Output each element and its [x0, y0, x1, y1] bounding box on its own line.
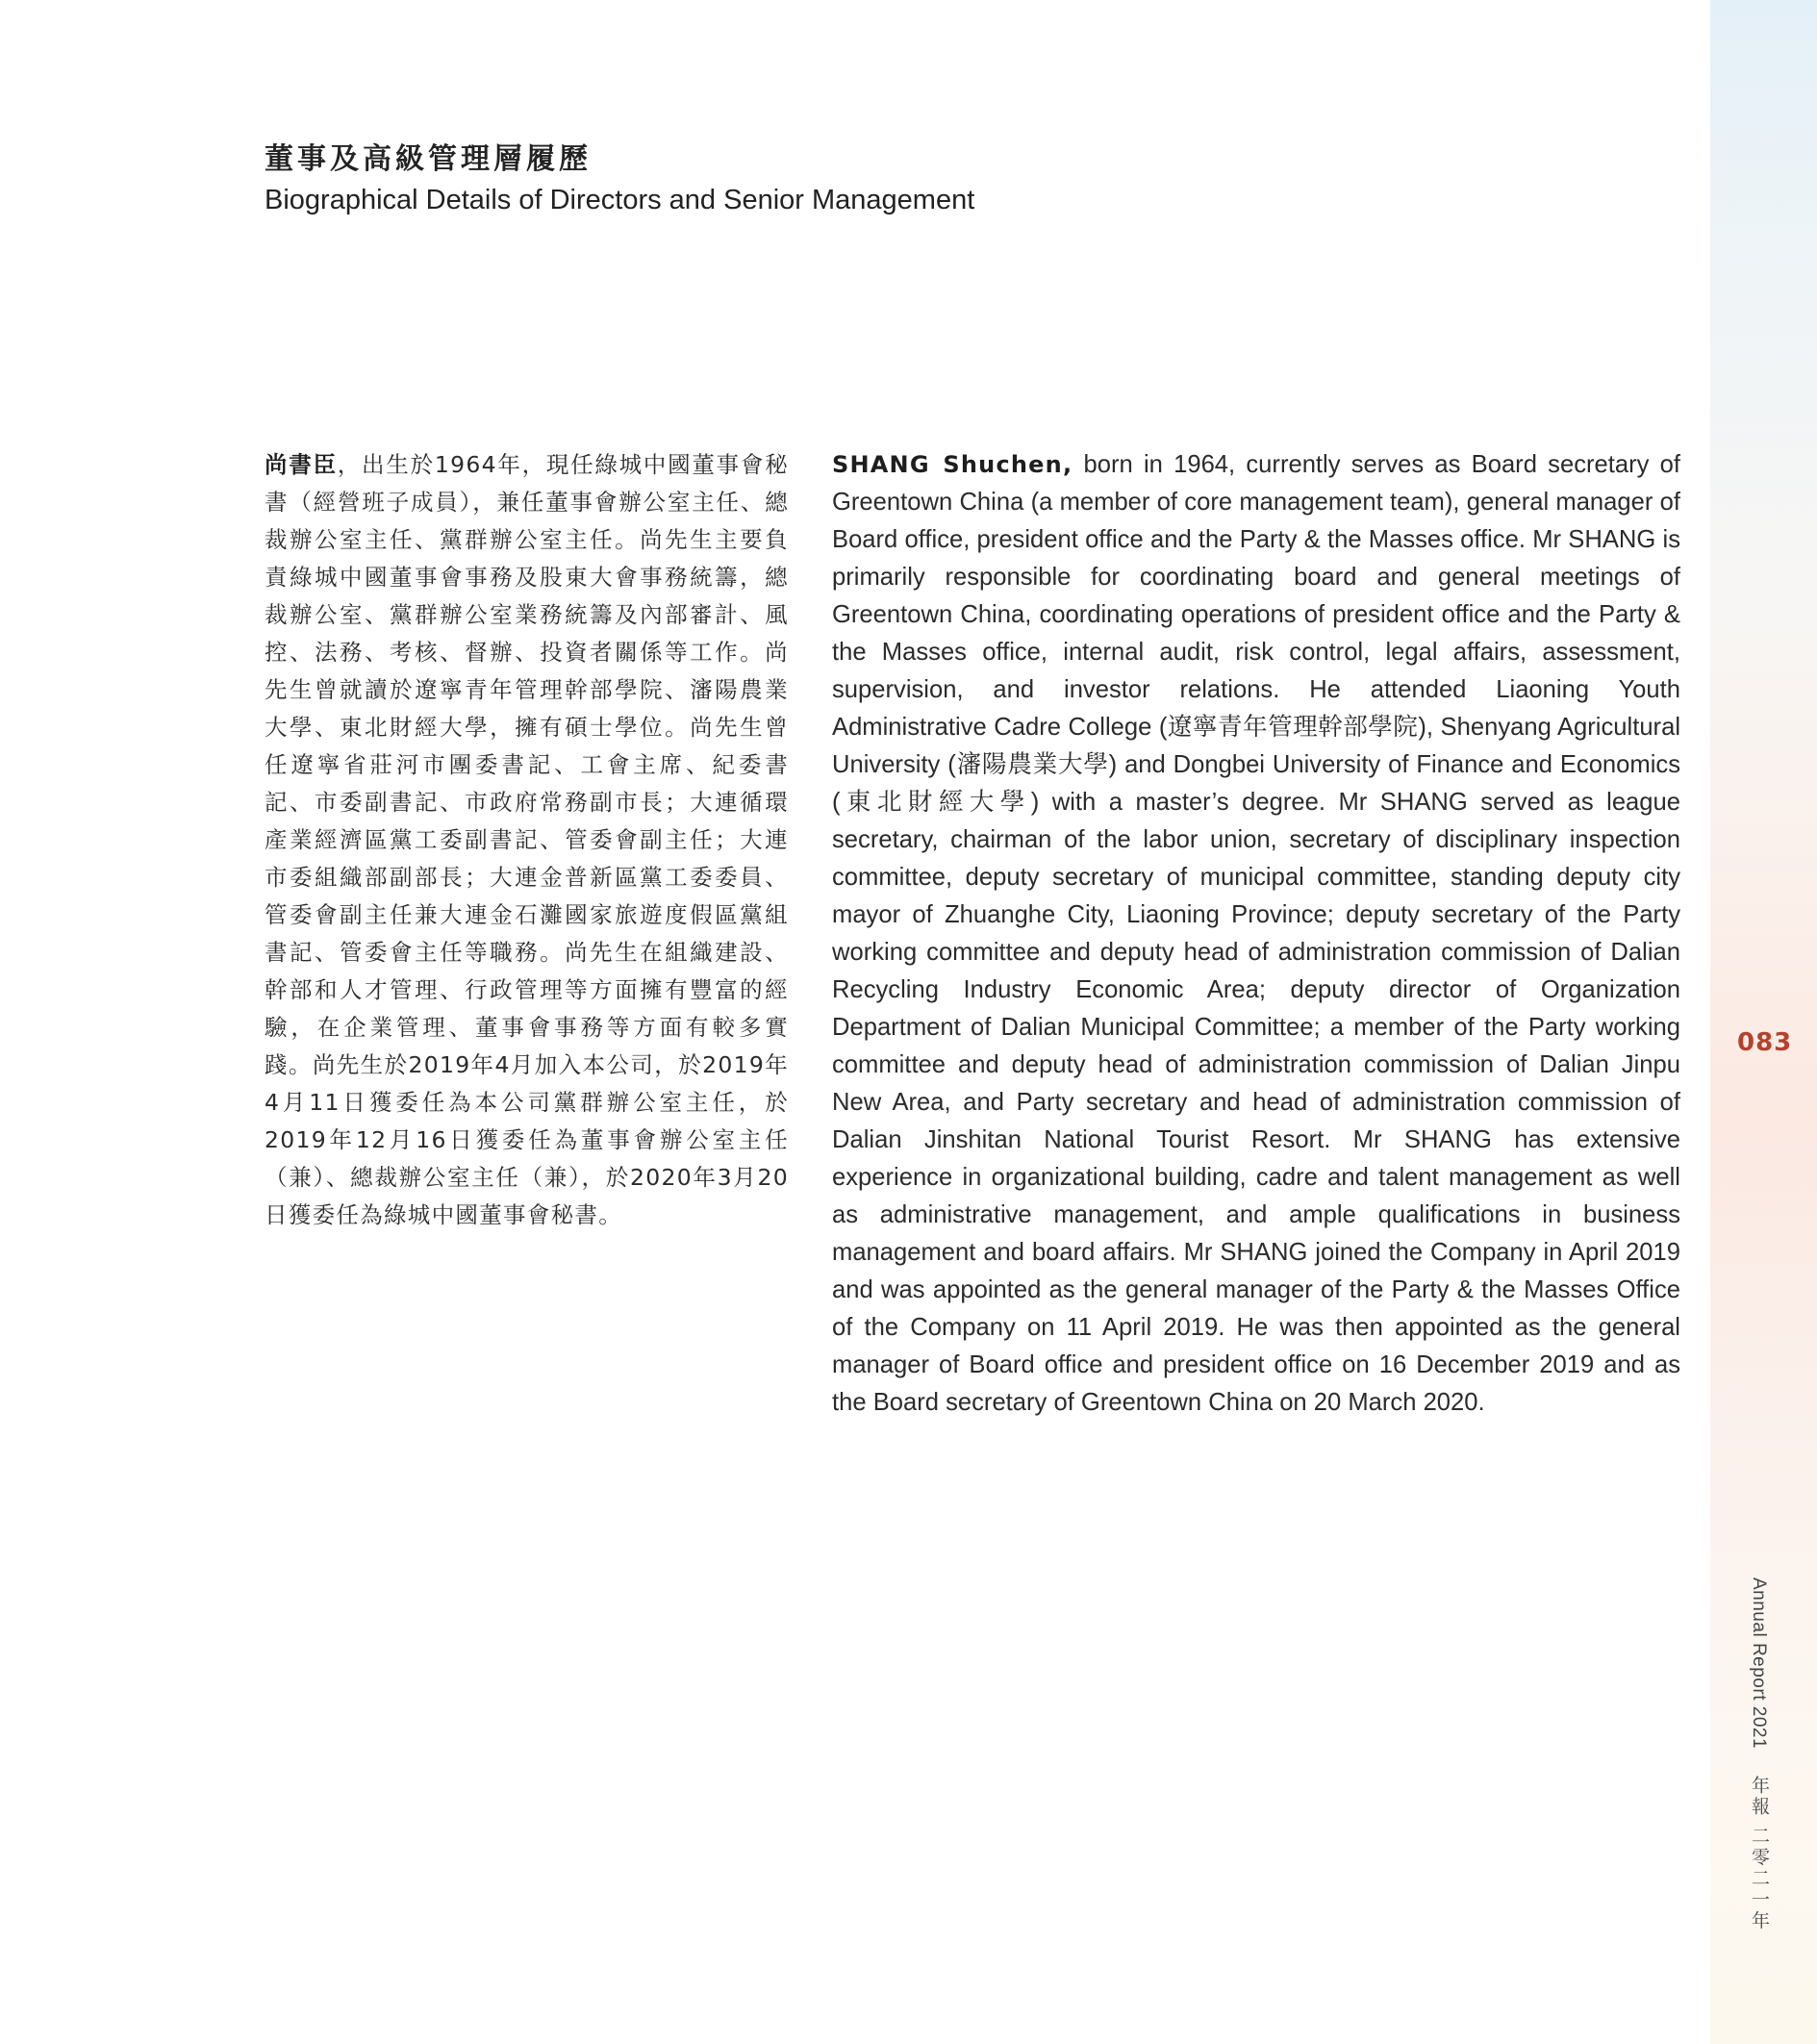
report-label [1746, 1577, 1772, 1931]
bio-en-name: SHANG Shuchen, [832, 451, 1073, 478]
page-number: 083 [1737, 1028, 1793, 1057]
heading-zh: 董事及高級管理層履歷 [265, 142, 592, 176]
report-label-en: Annual Report 2021 [1749, 1577, 1769, 1750]
bio-en-text: born in 1964, currently serves as Board secretary of Greentown China (a member of core management team), general manager of Board office, president office and the Party & the Masses office. Mr SHANG is primarily responsible for coordinating board and general meetings of Greentown China, coordinating operations of president office and the Party & the Masses office, internal audit, risk control, legal affairs, assessment, supervision, and investor relations. He attended Liaoning Youth Administrative Cadre College (遼寧青年管理幹部學院), Shenyang Agricultural University (瀋陽農業大學) and Dongbei University of Finance and Economics (東北財經大學) with a master’s degree. Mr SHANG served as league secretary, chairman of the labor union, secretary of disciplinary inspection committee, deputy secretary of municipal committee, standing deputy city mayor of Zhuanghe City, Liaoning Province; deputy secretary of the Party working committee and deputy head of administration commission of Dalian Recycling Industry Economic Area; deputy director of Organization Department of Dalian Municipal Committee; a member of the Party working committee and deputy head of administration commission of Dalian Jinpu New Area, and Party secretary and head of administration commission of Dalian Jinshitan National Tourist Resort. Mr SHANG has extensive experience in organizational building, cadre and talent management as well as administrative management, and ample qualifications in business management and board affairs. Mr SHANG joined the Company in April 2019 and was appointed as the general manager of the Party & the Masses Office of the Company on 11 April 2019. He was then appointed as the general manager of Board office and president office on 16 December 2019 and as the Board secretary of Greentown China on 20 March 2020. [832, 451, 1680, 1416]
bio-zh-paragraph [265, 446, 789, 1234]
bio-zh-name: 尚書臣 [265, 451, 338, 478]
section-heading [265, 140, 974, 219]
bio-en-paragraph [832, 446, 1680, 1422]
report-label-zh: 年報 二零二一年 [1749, 1775, 1769, 1932]
bio-zh-text: ，出生於1964年，現任綠城中國董事會秘書（經營班子成員），兼任董事會辦公室主任、總裁辦公室主任、黨群辦公室主任。尚先生主要負責綠城中國董事會事務及股東大會事務統籌，總裁辦公室、黨群辦公室業務統籌及內部審計、風控、法務、考核、督辦、投資者關係等工作。尚先生曾就讀於遼寧青年管理幹部學院、瀋陽農業大學、東北財經大學，擁有碩士學位。尚先生曾任遼寧省莊河市團委書記、工會主席、紀委書記、市委副書記、市政府常務副市長；大連循環產業經濟區黨工委副書記、管委會副主任；大連市委組織部副部長；大連金普新區黨工委委員、管委會副主任兼大連金石灘國家旅遊度假區黨組書記、管委會主任等職務。尚先生在組織建設、幹部和人才管理、行政管理等方面擁有豐富的經驗，在企業管理、董事會事務等方面有較多實踐。尚先生於2019年4月加入本公司，於2019年4月11日獲委任為本公司黨群辦公室主任，於2019年12月16日獲委任為董事會辦公室主任（兼）、總裁辦公室主任（兼），於2020年3月20日獲委任為綠城中國董事會秘書。 [265, 451, 789, 1228]
heading-en: Biographical Details of Directors and Senior Management [265, 185, 975, 215]
